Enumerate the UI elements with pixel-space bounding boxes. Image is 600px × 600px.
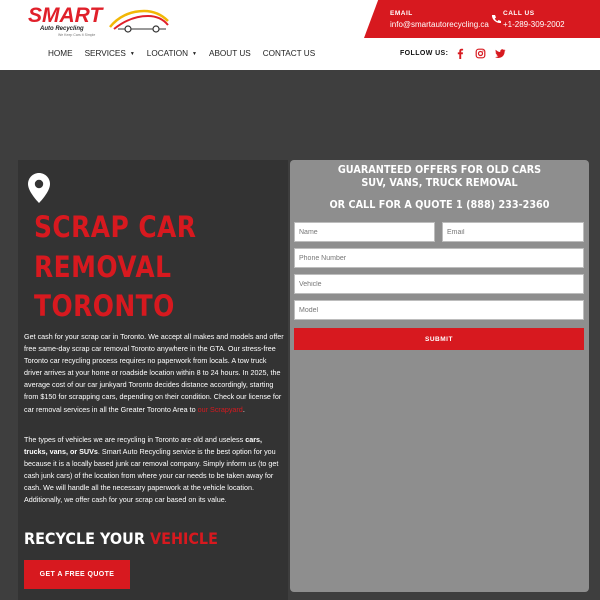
nav-services[interactable] — [85, 49, 135, 58]
facebook-icon[interactable] — [455, 48, 466, 59]
hero-paragraph-1 — [24, 331, 286, 416]
nav-location-label: LOCATION — [146, 49, 189, 58]
model-field[interactable] — [294, 300, 584, 320]
name-field[interactable] — [294, 222, 435, 242]
nav-home-label: HOME — [48, 49, 73, 58]
follow-label: FOLLOW US: — [400, 50, 449, 57]
logo-word: SMART — [28, 4, 103, 27]
recycle-heading — [24, 529, 218, 548]
paragraph-1-text: Get cash for your scrap car in Toronto. We accept all makes and models and offer free same-day scrap car removal Toronto anywhere in the GTA. Our stress-free Toronto car recycling process requires no paperwork from locals. A tow truck driver arrives at your home or roadside location within 8 to 24 hours. In 2025, the average cost of our car junkyard Toronto decides distance accordingly, starting from $150 for scrapping cars, depending on their condition. Check our license for car removal services in all the Greater Toronto Area to — [24, 332, 284, 414]
email-value[interactable]: info@smartautorecycling.ca — [390, 20, 489, 29]
logo-tagline: We Keep Cars It Simple — [58, 33, 96, 37]
location-pin-icon — [28, 173, 50, 203]
nav-about[interactable] — [209, 49, 251, 58]
nav-home[interactable] — [48, 49, 73, 58]
twitter-icon[interactable] — [495, 48, 506, 59]
chevron-down-icon: ▼ — [129, 50, 135, 57]
contact-email[interactable] — [390, 10, 489, 29]
nav-contact-label: CONTACT US — [262, 49, 316, 58]
recycle-white-text: RECYCLE YOUR — [24, 529, 145, 548]
instagram-icon[interactable] — [475, 48, 486, 59]
call-label: CALL US — [503, 10, 535, 17]
site-header — [0, 0, 600, 70]
hero-headline — [34, 208, 249, 327]
email-field[interactable] — [442, 222, 584, 242]
form-title-line-2: SUV, VANS, TRUCK REMOVAL — [361, 177, 518, 189]
headline-line-3: TORONTO — [34, 289, 175, 323]
contact-call[interactable] — [503, 10, 565, 29]
main-nav — [48, 49, 327, 58]
paragraph-2-rest: . Smart Auto Recycling service is the best option for you because it is a locally based junk car removal company. Simply inform us (to get cash junk cars) of the location from where your car needs to be taken away for cash. We will handle all the necessary paperwork at the vehicle location. Additionally, we offer cash for your scrap car based on its value. — [24, 447, 279, 505]
paragraph-1-end: . — [242, 404, 245, 414]
logo[interactable] — [28, 4, 168, 38]
paragraph-2-bold: cars, trucks, vans, or SUVs — [24, 435, 262, 457]
scrapyard-link[interactable]: our Scrapyard — [197, 404, 243, 414]
submit-button[interactable]: SUBMIT — [294, 328, 584, 350]
phone-icon — [491, 14, 501, 24]
hero-paragraph-2 — [24, 434, 286, 507]
form-call-line: OR CALL FOR A QUOTE 1 (888) 233-2360 — [329, 199, 550, 211]
recycle-red-text: VEHICLE — [149, 529, 218, 548]
headline-line-1: SCRAP CAR — [34, 210, 197, 244]
vehicle-field[interactable] — [294, 274, 584, 294]
email-label: EMAIL — [390, 10, 413, 17]
nav-services-label: SERVICES — [84, 49, 126, 58]
headline-line-2: REMOVAL — [34, 249, 172, 284]
nav-location[interactable] — [147, 49, 197, 58]
nav-contact[interactable] — [263, 49, 315, 58]
logo-subtitle: Auto Recycling — [40, 26, 84, 32]
chevron-down-icon: ▼ — [192, 50, 197, 57]
nav-about-label: ABOUT US — [208, 49, 251, 58]
car-logo-icon — [108, 7, 170, 33]
get-free-quote-button[interactable]: GET A FREE QUOTE — [24, 560, 130, 589]
form-title-line-1: GUARANTEED OFFERS FOR OLD CARS — [337, 164, 542, 176]
phone-field[interactable] — [294, 248, 584, 268]
form-title — [302, 164, 577, 190]
paragraph-2-start: The types of vehicles we are recycling in Toronto are old and useless — [24, 435, 244, 444]
call-value[interactable]: +1-289-309-2002 — [503, 20, 565, 29]
